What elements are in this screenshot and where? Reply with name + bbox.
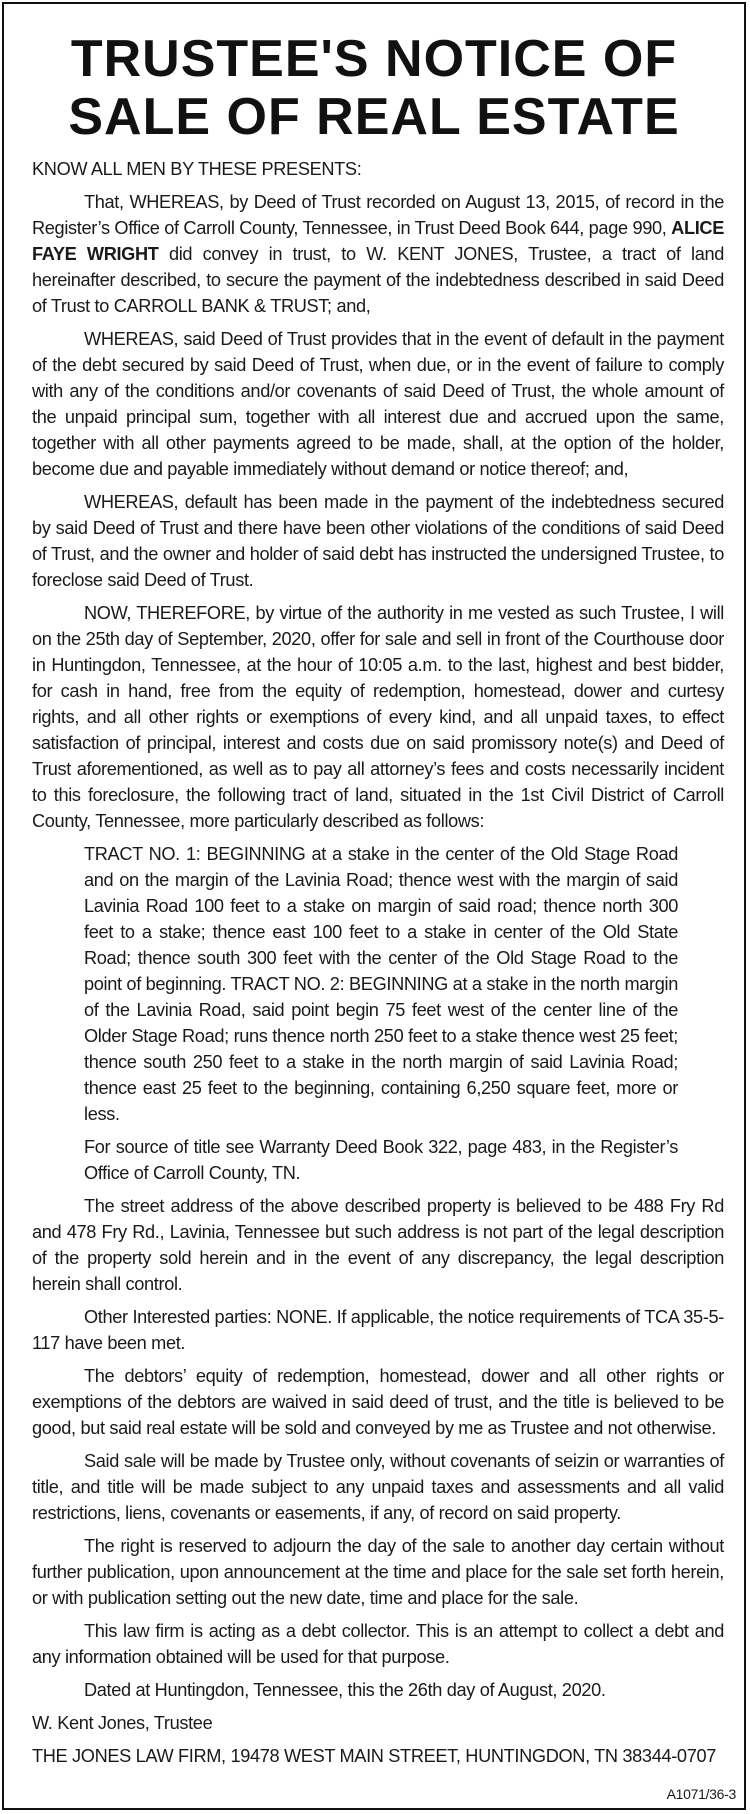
ad-reference-code: A1071/36-3 (666, 1786, 736, 1802)
paragraph-debt-collector: This law firm is acting as a debt collector. This is an attempt to collect a debt and any information obtained will be used for that purpose. (32, 1621, 724, 1667)
grantor-name: ALICE FAYE WRIGHT (32, 218, 724, 264)
para1-text-b: did convey in trust, to W. KENT JONES, Trustee, a tract of land hereinafter described, to secure the payment of the indebtedness described in said Deed of Trust to CARROLL BANK & TRUST; and, (32, 244, 725, 316)
opening-line: KNOW ALL MEN BY THESE PRESENTS: (32, 159, 362, 179)
paragraph-deed-of-trust (32, 189, 724, 319)
trustee-signature: W. Kent Jones, Trustee (32, 1713, 213, 1733)
paragraph-sale-terms: NOW, THEREFORE, by virtue of the authority in me vested as such Trustee, I will on the 25th day of September, 2020, offer for sale and sell in front of the Courthouse door in Huntingdon, Tennessee, at the hour of 10:05 a.m. to the last, highest and best bidder, for cash in hand, free from the equity of redemption, homestead, dower and curtesy rights, and all other rights or exemptions of every kind, and all unpaid taxes, to effect satisfaction of principal, interest and costs due on said promissory note(s) and Deed of Trust aforementioned, as well as to pay all attorney’s fees and costs necessarily incident to this foreclosure, the following tract of land, situated in the 1st Civil District of Carroll County, Tennessee, more particularly described as follows: (32, 603, 724, 831)
paragraph-street-address: The street address of the above described property is believed to be 488 Fry Rd and 478 Fry Rd., Lavinia, Tennessee but such address is not part of the legal description of the property sold herein and in the event of any discrepancy, the legal description herein shall control. (32, 1196, 724, 1294)
paragraph-default-made: WHEREAS, default has been made in the payment of the indebtedness secured by said Deed of Trust and there have been other violations of the conditions of said Deed of Trust, and the owner and holder of said debt has instructed the undersigned Trustee, to foreclose said Deed of Trust. (32, 492, 724, 590)
para1-text-a: That, WHEREAS, by Deed of Trust recorded on August 13, 2015, of record in the Register’s Office of Carroll County, Tennessee, in Trust Deed Book 644, page 990, (32, 192, 724, 238)
tract-description: TRACT NO. 1: BEGINNING at a stake in the center of the Old Stage Road and on the margin of the Lavinia Road; thence west with the margin of said Lavinia Road 100 feet to a stake on margin of said road; thence north 300 feet to a stake; thence east 100 feet to a stake in center of the Old State Road; thence south 300 feet with the center of the Old Stage Road to the point of beginning. TRACT NO. 2: BEGINNING at a stake in the north margin of the Lavinia Road, said point begin 75 feet west of the center line of the Older Stage Road; runs thence north 250 feet to a stake thence west 25 feet; thence south 250 feet to a stake in the north margin of said Lavinia Road; thence east 25 feet to the beginning, containing 6,250 square feet, more or less. (84, 844, 678, 1124)
paragraph-equity-waived: The debtors’ equity of redemption, homestead, dower and all other rights or exemptions of the debtors are waived in said deed of trust, and the title is believed to be good, but said real estate will be sold and conveyed by me as Trustee and not otherwise. (32, 1366, 724, 1438)
paragraph-interested-parties: Other Interested parties: NONE. If applicable, the notice requirements of TCA 35-5-117 have been met. (32, 1307, 724, 1353)
source-of-title: For source of title see Warranty Deed Book 322, page 483, in the Register’s Office of Carroll County, TN. (84, 1137, 678, 1183)
paragraph-right-to-adjourn: The right is reserved to adjourn the day of the sale to another day certain without further publication, upon announcement at the time and place for the sale set forth herein, or with publication setting out the new date, time and place for the sale. (32, 1536, 724, 1608)
notice-title (4, 30, 744, 146)
paragraph-default-provision: WHEREAS, said Deed of Trust provides that in the event of default in the payment of the debt secured by said Deed of Trust, when due, or in the event of failure to comply with any of the conditions and/or covenants of said Deed of Trust, the whole amount of the unpaid principal sum, together with all interest due and accrued upon the same, together with all other payments agreed to be made, shall, at the option of the holder, become due and payable immediately without demand or notice thereof; and, (32, 329, 724, 479)
paragraph-sale-by-trustee: Said sale will be made by Trustee only, without covenants of seizin or warranties of title, and title will be made subject to any unpaid taxes and assessments and all valid restrictions, liens, covenants or easements, if any, of record on said property. (32, 1451, 724, 1523)
title-line-2: SALE OF REAL ESTATE (68, 88, 680, 146)
title-line-1: TRUSTEE'S NOTICE OF (70, 30, 678, 88)
dated-line: Dated at Huntingdon, Tennessee, this the 26th day of August, 2020. (84, 1680, 606, 1700)
notice-body (32, 156, 724, 1776)
legal-notice (2, 2, 746, 1810)
law-firm-address: THE JONES LAW FIRM, 19478 WEST MAIN STREET, HUNTINGDON, TN 38344-0707 (32, 1746, 716, 1766)
